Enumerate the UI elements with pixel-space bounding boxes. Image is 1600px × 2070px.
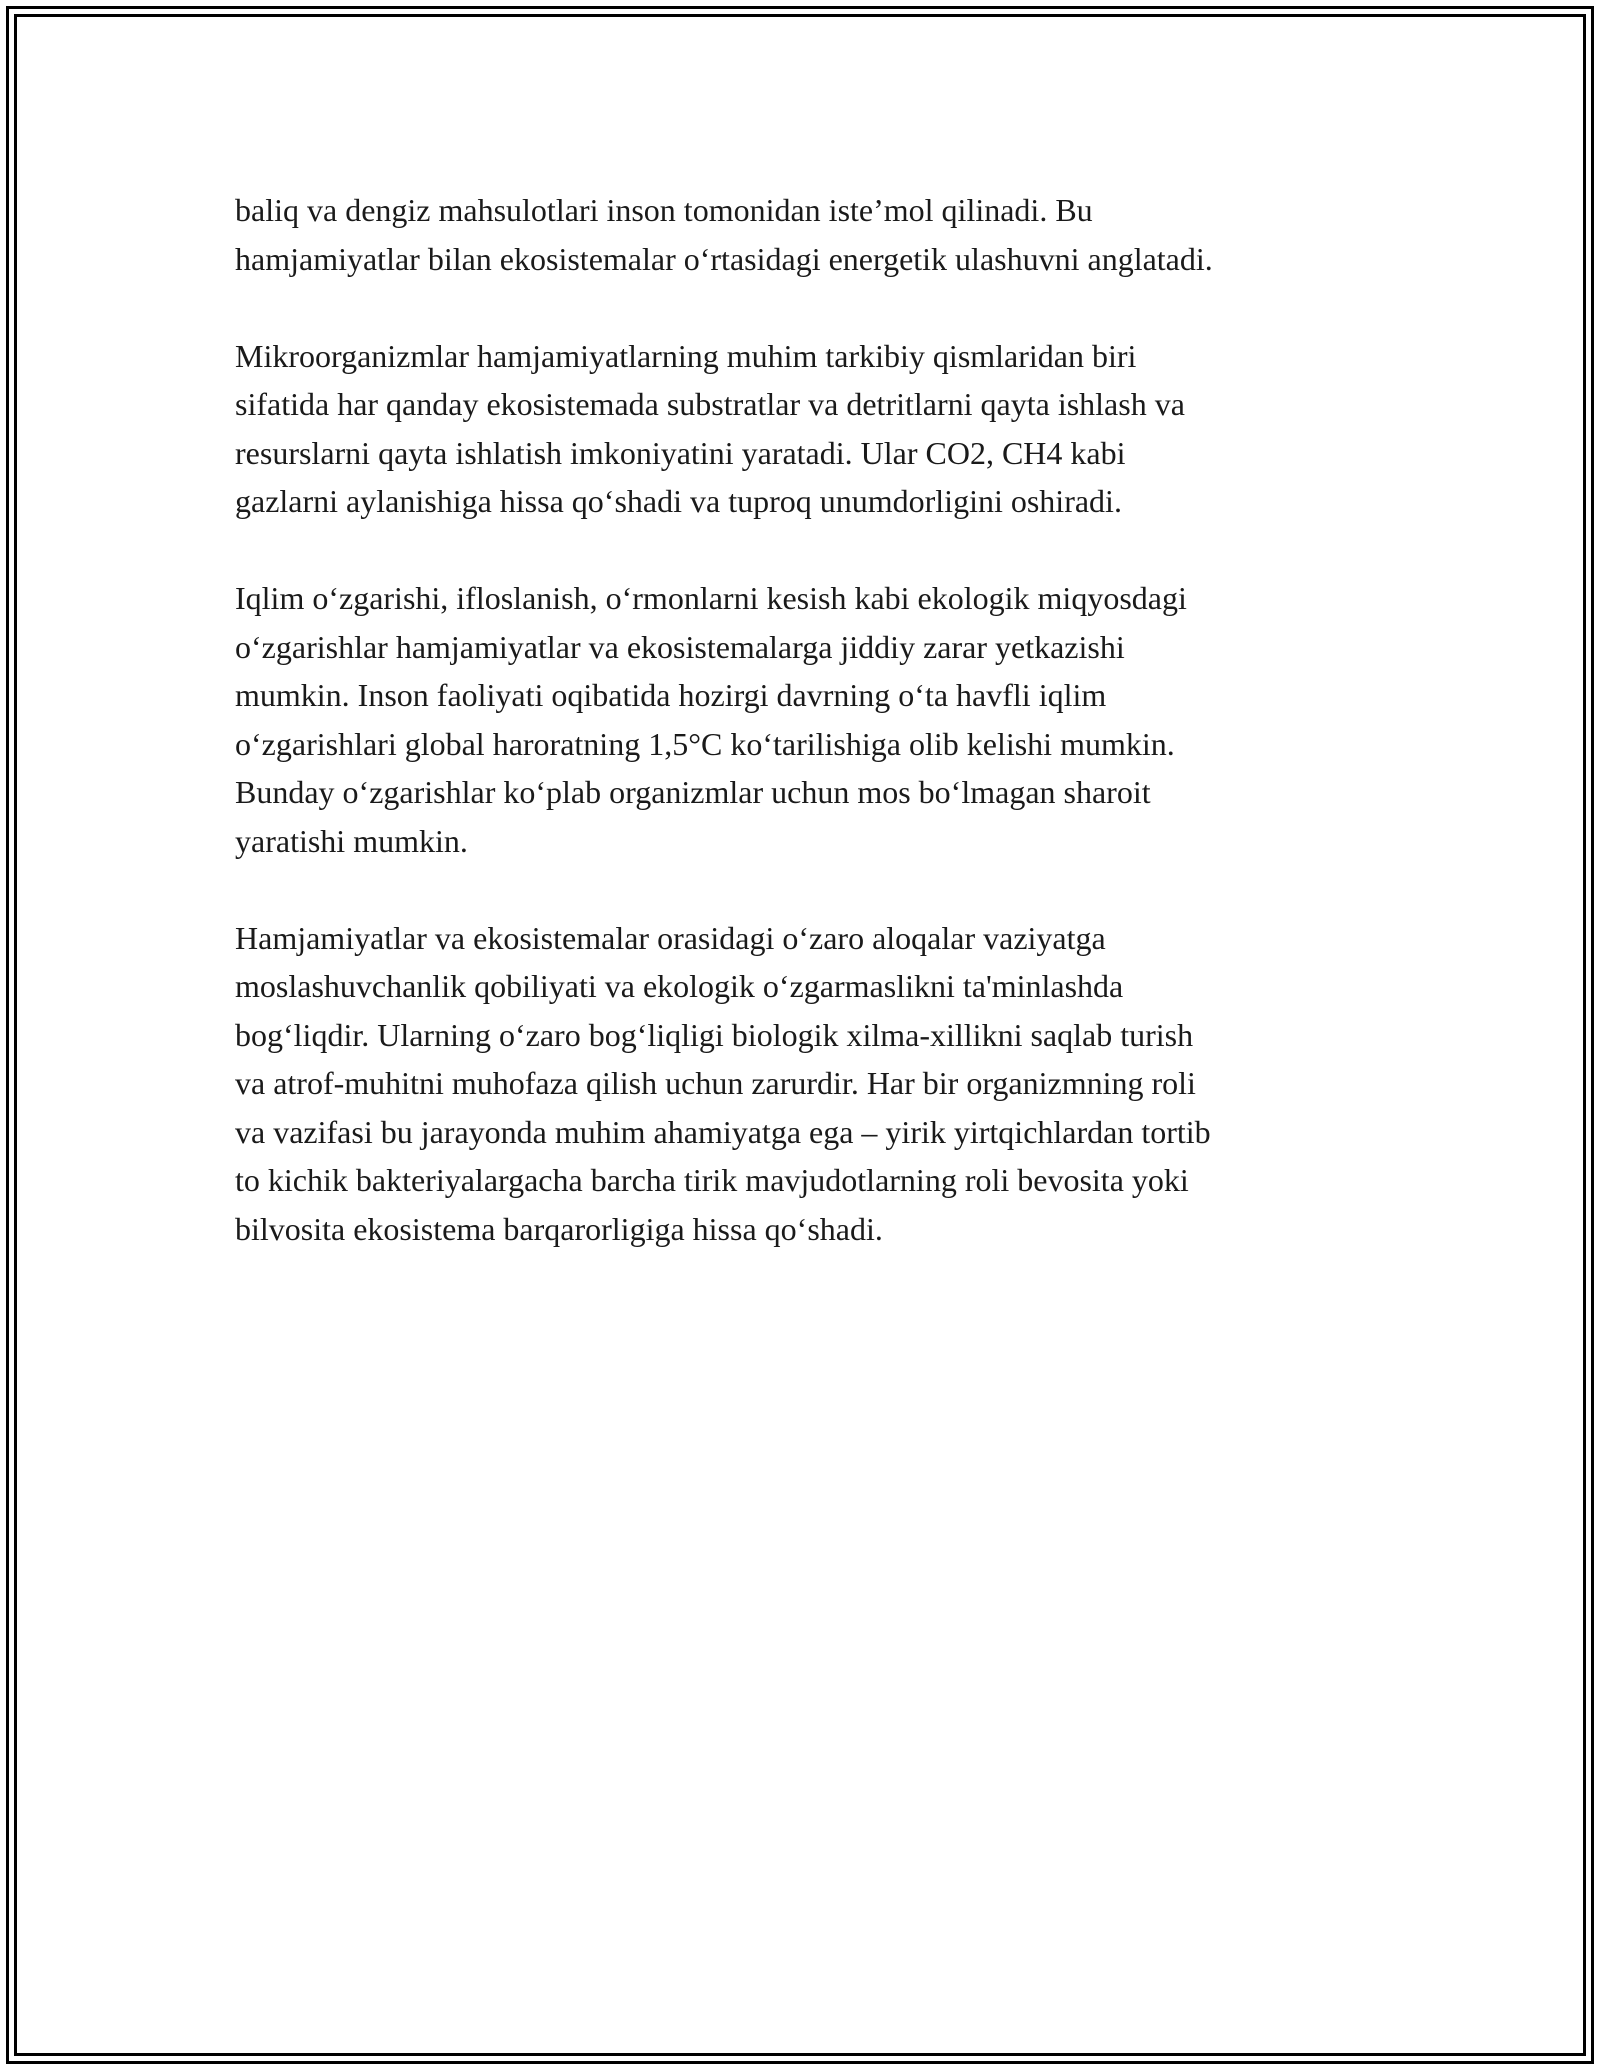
text-line: va atrof-muhitni muhofaza qilish uchun zarurdir. Har bir organizmning roli [235,1065,1196,1101]
text-line: bogʻliqdir. Ularning oʻzaro bogʻliqligi biologik xilma-xillikni saqlab turish [235,1016,1194,1053]
text-line: sifatida har qanday ekosistemada substratlar va detritlarni qayta ishlash va [235,386,1185,422]
text-line: bilvosita ekosistema barqarorligiga hissa qoʻshadi. [235,1210,883,1247]
text-line: Bunday oʻzgarishlar koʻplab organizmlar uchun mos boʻlmagan sharoit [235,774,1151,810]
text-line: Mikroorganizmlar hamjamiyatlarning muhim tarkibiy qismlaridan biri [235,337,1137,374]
text-line: gazlarni aylanishiga hissa qoʻshadi va tuproq unumdorligini oshiradi. [235,483,1122,519]
text-line: Iqlim oʻzgarishi, ifloslanish, oʻrmonlarni kesish kabi ekologik miqyosdagi [235,580,1187,616]
text-line: va vazifasi bu jarayonda muhim ahamiyatga ega – yirik yirtqichlardan tortib [235,1113,1211,1150]
text-line: Hamjamiyatlar va ekosistemalar orasidagi oʻzaro aloqalar vaziyatga [235,919,1106,956]
paragraph-3 [235,574,1375,865]
text-line: baliq va dengiz mahsulotlari inson tomonidan iste’mol qilinadi. Bu [235,192,1093,228]
text-line: resurslarni qayta ishlatish imkoniyatini yaratadi. Ular CO2, CH4 kabi [235,434,1126,471]
text-line: oʻzgarishlar hamjamiyatlar va ekosistemalarga jiddiy zarar yetkazishi [235,628,1125,665]
text-line: oʻzgarishlari global haroratning 1,5°C koʻtarilishiga olib kelishi mumkin. [235,725,1175,762]
text-line: moslashuvchanlik qobiliyati va ekologik oʻzgarmaslikni ta'minlashda [235,968,1124,1004]
paragraph-2 [235,332,1375,526]
text-line: mumkin. Inson faoliyati oqibatida hozirgi davrning oʻta havfli iqlim [235,677,1107,713]
text-line: hamjamiyatlar bilan ekosistemalar oʻrtasidagi energetik ulashuvni anglatadi. [235,240,1213,277]
text-line: to kichik bakteriyalargacha barcha tirik mavjudotlarning roli bevosita yoki [235,1162,1189,1198]
document-body [235,186,1375,1302]
text-line: yaratishi mumkin. [235,822,468,859]
paragraph-4 [235,914,1375,1254]
paragraph-1 [235,186,1375,283]
